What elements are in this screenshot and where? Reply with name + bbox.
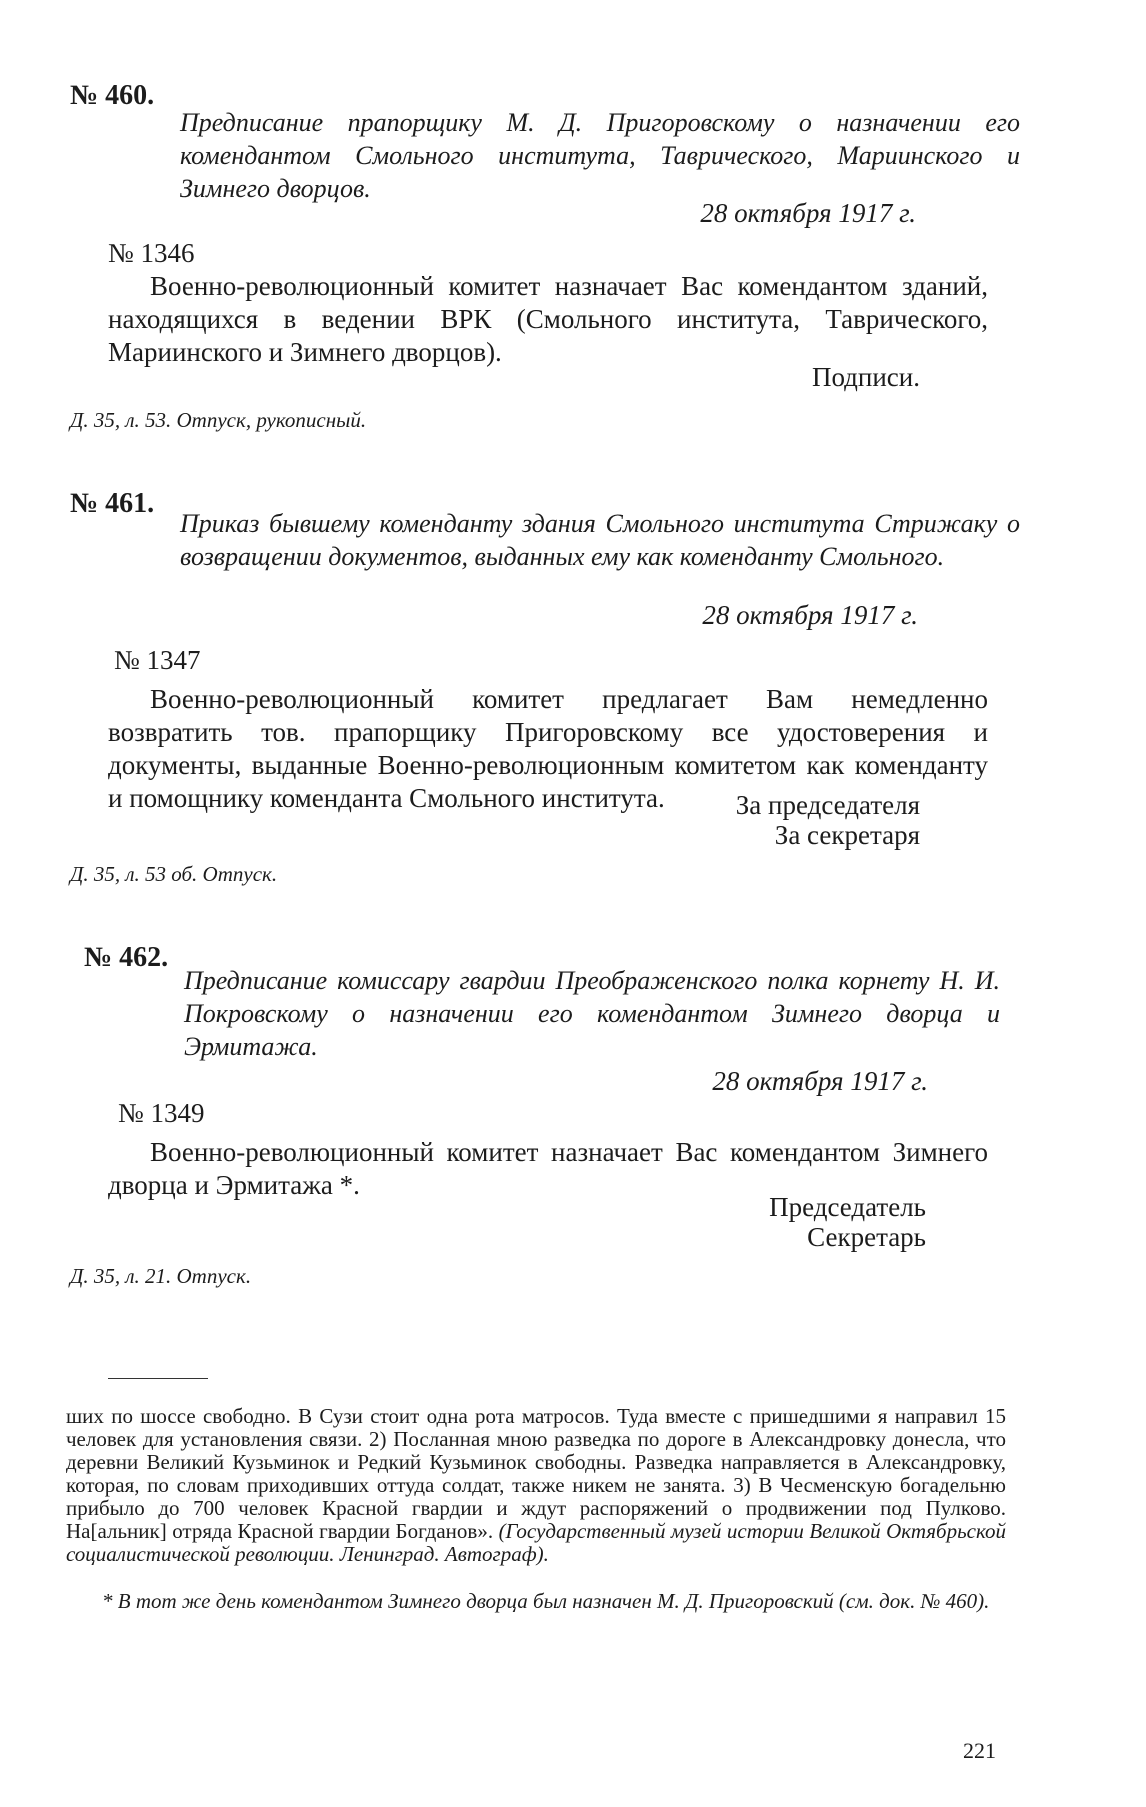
footnote-continuation (66, 1405, 1006, 1566)
doc-461-signature-1: За председателя (735, 790, 920, 820)
doc-462-title: Предписание комиссару гвардии Преображенского полка корнету Н. И. Покровскому о назначении его комендантом Зимнего дворца и Эрмитажа. (184, 966, 1000, 1061)
footnote-rule (108, 1378, 208, 1379)
doc-461-source: Д. 35, л. 53 об. Отпуск. (70, 862, 278, 886)
doc-462-signature-1: Председатель (769, 1192, 926, 1222)
doc-462-number: № 1349 (118, 1098, 205, 1128)
footnote-continuation-source: (Государственный музей истории Великой Октябрьской социалистической революции. Ленинград. Автограф). (66, 1519, 1006, 1566)
doc-460-source: Д. 35, л. 53. Отпуск, рукописный. (70, 408, 367, 432)
doc-461-number: № 1347 (114, 645, 201, 675)
doc-461-body-text: Военно-революционный комитет предлагает Вам немедленно возвратить тов. прапорщику Пригоровскому все удостоверения и документы, выданные Военно-революционным комитетом как коменданту и помощнику коменданта Смольного института. (108, 684, 988, 813)
footnote-star: * В тот же день комендантом Зимнего дворца был назначен М. Д. Пригоровский (см. док. № 460). (102, 1589, 990, 1613)
doc-462-body-text: Военно-революционный комитет назначает Вас комендантом Зимнего дворца и Эрмитажа *. (108, 1137, 988, 1200)
footnote-continuation-text: ших по шоссе свободно. В Сузи стоит одна рота матросов. Туда вместе с пришедшими я направил 15 человек для установления связи. 2) Посланная мною разведка по дороге в Александровку донесла, что деревни Великий Кузьминок и Редкий Кузьминок свободны. Разведка направляется в Александровку, которая, по словам приходивших оттуда солдат, также никем не занята. 3) В Чесменскую богадельню прибыло до 700 человек Красной гвардии и ждут распоряжений о продвижении под Пулково. На[альник] отряда Красной гвардии Богданов». (66, 1404, 1006, 1543)
doc-461-title: Приказ бывшему коменданту здания Смольного института Стрижаку о возвращении документов, выданных ему как коменданту Смольного. (180, 509, 1020, 571)
doc-461-date: 28 октября 1917 г. (702, 600, 918, 630)
doc-462-source: Д. 35, л. 21. Отпуск. (70, 1264, 252, 1288)
doc-462-signature-2: Секретарь (807, 1222, 926, 1252)
doc-460-date: 28 октября 1917 г. (700, 198, 916, 228)
doc-460-body (108, 270, 988, 369)
doc-460-body-text: Военно-революционный комитет назначает Вас комендантом зданий, находящихся в ведении ВРК (Смольного института, Таврического, Мариинского и Зимнего дворцов). (108, 271, 988, 367)
doc-461-signature-2: За секретаря (774, 820, 920, 850)
page-number: 221 (963, 1738, 996, 1763)
doc-460-heading: № 460. (70, 80, 155, 111)
doc-462-heading: № 462. (84, 942, 169, 973)
doc-461-heading: № 461. (70, 488, 155, 519)
doc-460-title: Предписание прапорщику М. Д. Пригоровскому о назначении его комендантом Смольного института, Таврического, Мариинского и Зимнего дворцов. (180, 108, 1020, 203)
doc-460-number: № 1346 (108, 238, 195, 268)
doc-460-signature: Подписи. (811, 362, 920, 392)
doc-462-date: 28 октября 1917 г. (712, 1066, 928, 1096)
